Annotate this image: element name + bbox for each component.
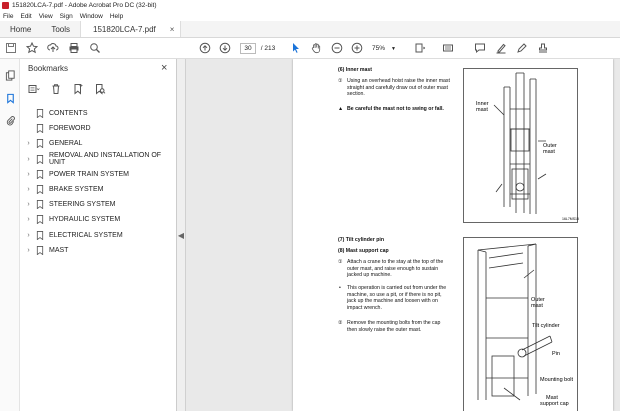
label-inner-mast-1: Inner <box>476 101 489 107</box>
bullet-point: • <box>339 285 341 291</box>
close-panel-icon[interactable]: × <box>161 62 168 74</box>
highlight-pen-icon[interactable] <box>495 41 507 55</box>
previous-page-icon[interactable] <box>199 41 211 55</box>
bookmark-icon <box>36 124 44 133</box>
collapse-panel-handle[interactable] <box>177 59 186 411</box>
acrobat-logo-icon <box>2 2 9 9</box>
chevron-right-icon[interactable]: › <box>27 140 30 148</box>
search-icon[interactable] <box>89 41 101 55</box>
page-number-input[interactable]: 30 <box>240 43 256 54</box>
bookmark-item[interactable] <box>24 197 179 212</box>
bookmark-label: MAST <box>49 246 69 254</box>
tab-document[interactable] <box>80 21 181 37</box>
zoom-in-icon[interactable] <box>351 41 363 55</box>
zoom-value: 75% <box>372 45 386 52</box>
menu-file[interactable]: File <box>3 12 14 20</box>
tab-bar <box>0 21 620 38</box>
section-8-step-1: Attach a crane to the stay at the top of the outer mast, and raise enough to sustain jacked up machine. <box>347 259 444 279</box>
save-icon[interactable] <box>5 41 17 55</box>
chevron-right-icon[interactable]: › <box>27 246 30 254</box>
menu-window[interactable]: Window <box>79 12 103 20</box>
bookmark-icon <box>36 215 44 224</box>
bookmarks-toolbar <box>28 83 106 95</box>
new-bookmark-icon[interactable] <box>72 83 84 95</box>
bookmark-item[interactable] <box>24 212 179 227</box>
bookmark-item[interactable] <box>24 182 179 197</box>
bookmark-label: BRAKE SYSTEM <box>49 186 104 194</box>
toolbar <box>0 38 620 59</box>
menu-help[interactable]: Help <box>109 12 124 20</box>
warning-icon: ▲ <box>338 106 344 112</box>
bookmark-icon <box>36 170 44 179</box>
label-tilt-cylinder: Tilt cylinder <box>532 323 560 329</box>
print-icon[interactable] <box>68 41 80 55</box>
bookmarks-title: Bookmarks <box>28 64 69 73</box>
draw-icon[interactable] <box>516 41 528 55</box>
section-6-heading: (6) Inner mast <box>338 67 373 73</box>
menu-sign[interactable]: Sign <box>59 12 73 20</box>
chevron-right-icon[interactable]: › <box>27 201 30 209</box>
select-cursor-icon[interactable] <box>290 41 302 55</box>
chevron-down-icon: ▼ <box>391 45 396 52</box>
bookmark-label: ELECTRICAL SYSTEM <box>49 231 123 239</box>
label-inner-mast-2: mast <box>476 107 488 113</box>
bookmark-list <box>24 106 179 258</box>
tab-tools[interactable]: Tools <box>51 24 71 34</box>
bookmark-icon <box>36 139 44 148</box>
zoom-out-icon[interactable] <box>331 41 343 55</box>
menu-edit[interactable]: Edit <box>20 12 32 20</box>
bookmark-label: GENERAL <box>49 140 83 148</box>
upload-icon[interactable] <box>47 41 59 55</box>
section-6-step-1: Using an overhead hoist raise the inner mast straight and carefully draw out of outer mast section. <box>347 78 450 98</box>
section-6-warning: Be careful the mast not to swing or fall. <box>347 106 444 112</box>
step-number: ① <box>338 78 343 84</box>
bookmark-icon <box>36 109 44 118</box>
bookmark-label: HYDRAULIC SYSTEM <box>49 216 121 224</box>
stamp-icon[interactable] <box>537 41 549 55</box>
delete-bookmark-icon[interactable] <box>50 83 62 95</box>
bookmark-item[interactable] <box>24 243 179 258</box>
document-viewer[interactable] <box>186 59 620 411</box>
bookmark-icon <box>36 185 44 194</box>
bookmark-icon <box>36 200 44 209</box>
step-number: ① <box>338 259 343 265</box>
bookmark-item[interactable] <box>24 167 179 182</box>
next-page-icon[interactable] <box>219 41 231 55</box>
tab-document-label: 151820LCA-7.pdf <box>93 24 156 34</box>
options-menu-icon[interactable] <box>28 83 40 95</box>
label-support-cap: support cap <box>540 401 569 407</box>
section-8-step-2: Remove the mounting bolts from the cap then slowly raise the outer mast. <box>347 320 441 333</box>
left-rail <box>0 59 20 411</box>
bookmark-item[interactable] <box>24 121 179 136</box>
figure-inner-mast <box>463 68 578 223</box>
label-outer-mast-2: mast <box>531 303 543 309</box>
section-8-heading: (8) Mast support cap <box>338 248 389 254</box>
bookmark-label: POWER TRAIN SYSTEM <box>49 170 129 178</box>
bookmark-panel-icon[interactable] <box>4 92 16 104</box>
bookmark-label: STEERING SYSTEM <box>49 201 116 209</box>
chevron-left-icon: ◀ <box>177 230 185 240</box>
figure-code: 16L7MS15 <box>562 217 579 221</box>
star-icon[interactable] <box>26 41 38 55</box>
label-pin: Pin <box>552 351 560 357</box>
chevron-right-icon[interactable]: › <box>27 231 30 239</box>
bookmark-item[interactable] <box>24 106 179 121</box>
figure-mast-support-cap <box>463 237 578 411</box>
page-total: / 213 <box>260 45 276 52</box>
label-mast: Mast <box>546 395 558 401</box>
bookmark-icon <box>36 155 44 164</box>
page-thumbnails-icon[interactable] <box>4 69 16 81</box>
window-title: 151820LCA-7.pdf - Adobe Acrobat Pro DC (32-bit) <box>12 2 157 9</box>
find-bookmark-icon[interactable] <box>94 83 106 95</box>
section-8-note: This operation is carried out from under the machine, so use a pit, or if there is no pit, jack up the machine and loosen with on impact wrench. <box>347 285 447 311</box>
zoom-select[interactable] <box>372 43 402 54</box>
bookmarks-panel <box>20 59 177 411</box>
chevron-right-icon[interactable]: › <box>27 186 30 194</box>
title-bar <box>0 0 620 11</box>
bookmark-icon <box>36 231 44 240</box>
menu-bar <box>0 11 620 21</box>
bookmark-label: REMOVAL AND INSTALLATION OF UNIT <box>48 152 162 167</box>
hand-tool-icon[interactable] <box>310 41 322 55</box>
label-outer-mast-1: Outer <box>543 143 557 149</box>
label-outer-mast-1: Outer <box>531 297 545 303</box>
comment-icon[interactable] <box>474 41 486 55</box>
chevron-right-icon[interactable]: › <box>27 155 30 163</box>
mast-support-drawing <box>464 238 579 411</box>
chevron-right-icon[interactable]: › <box>27 216 30 224</box>
step-number: ② <box>338 320 343 326</box>
chevron-right-icon[interactable]: › <box>27 170 30 178</box>
inner-mast-drawing <box>464 69 579 224</box>
close-tab-icon[interactable]: × <box>169 24 175 34</box>
keyboard-icon[interactable] <box>442 41 454 55</box>
bookmark-label: FOREWORD <box>49 125 91 133</box>
bookmark-icon <box>36 246 44 255</box>
label-mounting-bolt: Mounting bolt <box>540 377 574 383</box>
section-7-heading: (7) Tilt cylinder pin <box>338 237 385 243</box>
attachment-icon[interactable] <box>4 114 16 126</box>
bookmark-item[interactable] <box>24 152 179 167</box>
tab-home[interactable]: Home <box>10 24 32 34</box>
bookmark-item[interactable] <box>24 228 179 243</box>
label-outer-mast-2: mast <box>543 149 555 155</box>
pdf-page <box>293 59 613 411</box>
bookmark-label: CONTENTS <box>49 110 88 118</box>
bookmark-item[interactable] <box>24 136 179 151</box>
menu-view[interactable]: View <box>38 12 53 20</box>
page-display-icon[interactable] <box>414 41 426 55</box>
